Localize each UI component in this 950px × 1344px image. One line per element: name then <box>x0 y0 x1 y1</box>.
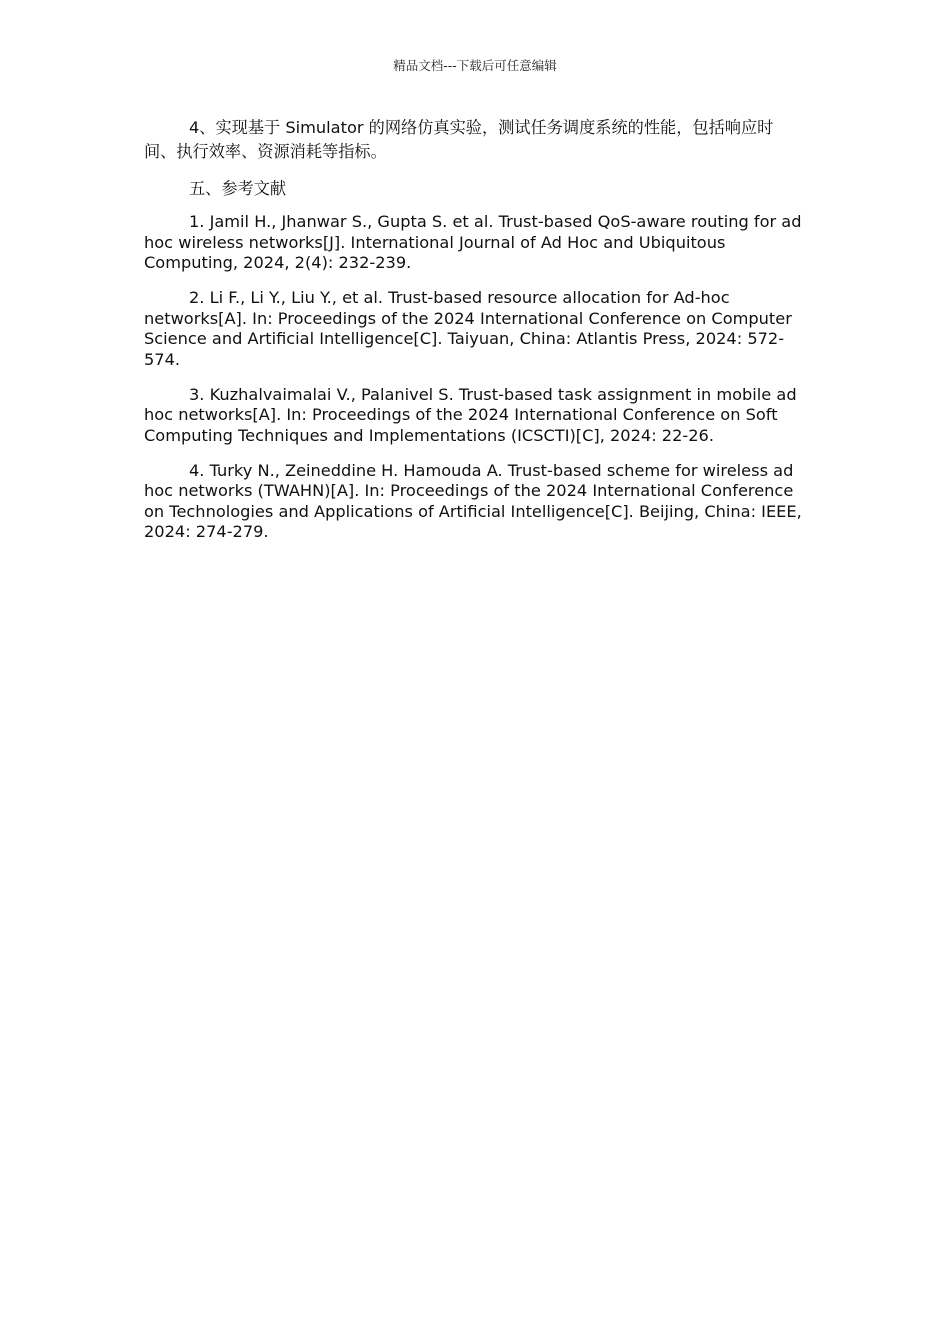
document-body <box>144 116 804 557</box>
reference-1: 1. Jamil H., Jhanwar S., Gupta S. et al. Trust-based QoS-aware routing for ad hoc wireless networks[J]. International Journal of Ad Hoc and Ubiquitous Computing, 2024, 2(4): 232-239. <box>144 212 802 272</box>
reference-4: 4. Turky N., Zeineddine H. Hamouda A. Trust-based scheme for wireless ad hoc networks (TWAHN)[A]. In: Proceedings of the 2024 International Conference on Technologies and Applications of Artificial Intelligence[C]. Beijing, China: IEEE, 2024: 274-279. <box>144 460 802 541</box>
section-heading-references: 五、参考文献 <box>189 179 287 198</box>
reference-3: 3. Kuzhalvaimalai V., Palanivel S. Trust-based task assignment in mobile ad hoc networks[A]. In: Proceedings of the 2024 International Conference on Soft Computing Techniques and Implementations (ICSCTI)[C], 2024: 22-26. <box>144 384 797 445</box>
page-header: 精品文档---下载后可任意编辑 <box>393 58 557 73</box>
list-item-4: 4、实现基于 Simulator 的网络仿真实验，测试任务调度系统的性能，包括响应时间、执行效率、资源消耗等指标。 <box>144 118 774 161</box>
reference-2: 2. Li F., Li Y., Liu Y., et al. Trust-based resource allocation for Ad-hoc networks[A]. In: Proceedings of the 2024 International Conference on Computer Science and Artificial Intelligence[C]. Taiyuan, China: Atlantis Press, 2024: 572-574. <box>144 288 792 369</box>
